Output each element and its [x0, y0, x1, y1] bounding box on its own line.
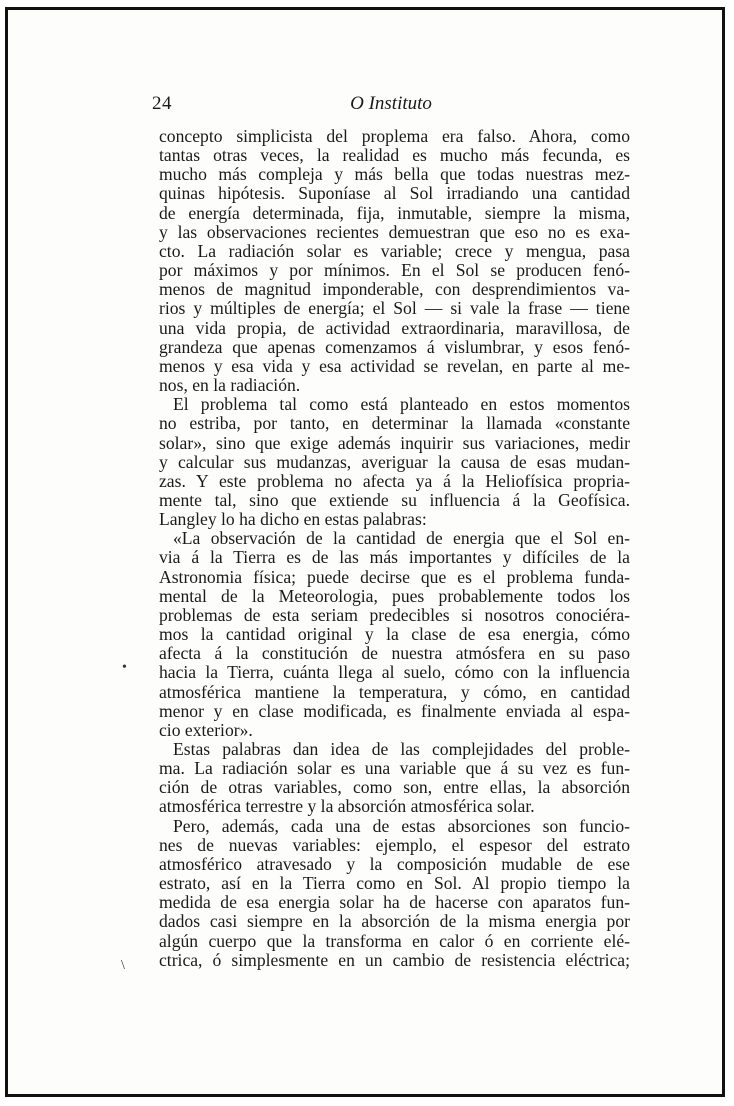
text-line: tantas otras veces, la realidad es mucho más fecunda, es [159, 145, 630, 166]
text-line: Langley lo ha dicho en estas palabras: [159, 509, 427, 530]
text-line: algún cuerpo que la transforma en calor ó en corriente elé- [159, 930, 630, 951]
text-line: dados casi siempre en la absorción de la misma energia por [159, 911, 630, 932]
paragraph [159, 740, 630, 817]
paragraph [159, 817, 630, 970]
page-number: 24 [152, 93, 172, 114]
text-line: atmosférica mantiene la temperatura, y cómo, en cantidad [159, 681, 630, 702]
text-line: solar», sino que exige además inquirir sus variaciones, medir [159, 432, 630, 453]
text-line: nos, en la radiación. [159, 375, 301, 396]
text-line: afecta á la constitución de nuestra atmósfera en su paso [159, 643, 630, 664]
text-line: y las observaciones recientes demuestran que eso no es exa- [159, 221, 630, 242]
text-line: zas. Y este problema no afecta ya á la Heliofísica propria- [159, 470, 630, 491]
stray-mark: • [122, 660, 127, 675]
text-line: cio exterior». [159, 719, 253, 740]
text-line: medida de esa energia solar ha de hacerse con aparatos fun- [159, 892, 630, 913]
text-line: grandeza que apenas comenzamos á vislumbrar, y esos fenó- [159, 336, 630, 357]
text-line: cto. La radiación solar es variable; crece y mengua, pasa [159, 240, 630, 261]
running-title: O Instituto [350, 93, 432, 114]
text-line: rios y múltiples de energía; el Sol — si vale la frase — tiene [159, 298, 630, 319]
paragraph [159, 529, 630, 740]
text-line: hacia la Tierra, cuánta llega al suelo, cómo con la influencia [159, 662, 630, 683]
text-line: problemas de esta seriam predecibles si nosotros conociéra- [159, 604, 630, 625]
text-line: una vida propia, de actividad extraordinaria, maravillosa, de [159, 317, 630, 338]
text-line: atmosférico atravesado y la composición mudable de ese [159, 853, 630, 874]
paragraph [159, 395, 630, 529]
text-line: ción de otras variables, como son, entre ellas, la absorción [159, 777, 630, 798]
stray-mark: \ [121, 958, 125, 973]
text-line: menos y esa vida y esa actividad se revelan, en parte al me- [159, 355, 630, 376]
text-line: menor y en clase modificada, es finalmente enviada al espa- [159, 700, 630, 721]
text-line: via á la Tierra es de las más importantes y difíciles de la [159, 547, 630, 568]
text-line: mental de la Meteorologia, pues probablemente todos los [159, 585, 630, 606]
page-header [152, 93, 630, 119]
text-line: Astronomia física; puede decirse que es el problema funda- [159, 566, 630, 587]
text-line: quinas hipótesis. Suponíase al Sol irradiando una cantidad [159, 183, 630, 204]
text-line: Pero, además, cada una de estas absorciones son funcio- [173, 815, 630, 836]
text-line: atmosférica terrestre y la absorción atmosférica solar. [159, 796, 535, 817]
text-line: de energía determinada, fija, inmutable, siempre la misma, [159, 202, 630, 223]
body-text [159, 127, 630, 970]
text-line: no estriba, por tanto, en determinar la llamada «constante [159, 413, 630, 434]
text-line: ma. La radiación solar es una variable que á su vez es fun- [159, 758, 630, 779]
paragraph [159, 127, 630, 395]
text-line: «La observación de la cantidad de energia que el Sol en- [173, 528, 630, 549]
text-line: El problema tal como está planteado en estos momentos [173, 394, 630, 415]
text-line: concepto simplicista del proplema era falso. Ahora, como [159, 126, 630, 146]
text-line: menos de magnitud imponderable, con desprendimientos va- [159, 279, 630, 300]
text-line: nes de nuevas variables: ejemplo, el espesor del estrato [159, 834, 630, 855]
text-line: y calcular sus mudanzas, averiguar la causa de esas mudan- [159, 451, 630, 472]
text-line: Estas palabras dan idea de las complejidades del proble- [173, 739, 630, 759]
text-line: ctrica, ó simplesmente en un cambio de resistencia eléctrica; [159, 949, 630, 970]
text-line: mente tal, sino que extiende su influencia á la Geofísica. [159, 489, 630, 510]
text-line: mucho más compleja y más bella que todas nuestras mez- [159, 164, 630, 185]
text-line: estrato, así en la Tierra como en Sol. Al propio tiempo la [159, 873, 630, 894]
text-line: mos la cantidad original y la clase de esa energia, cómo [159, 624, 630, 645]
text-line: por máximos y por mínimos. En el Sol se producen fenó- [159, 260, 630, 281]
